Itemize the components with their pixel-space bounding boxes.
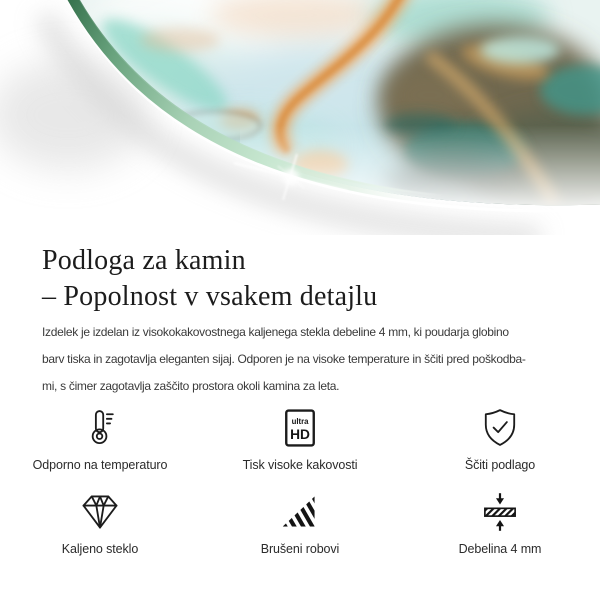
ultra-hd-icon [278, 406, 322, 450]
product-photo [0, 0, 600, 235]
product-description [42, 319, 558, 400]
feature-label: Ščiti podlago [464, 458, 536, 472]
description-line: barv tiska in zagotavlja eleganten sijaj. Odporen je na visoke temperature in ščiti pred poškodba- [42, 352, 526, 366]
thickness-icon [478, 490, 522, 534]
svg-text:HD: HD [290, 427, 310, 442]
brushed-edges-icon [278, 490, 322, 534]
svg-text:ultra: ultra [291, 416, 309, 426]
feature-polished-edges [200, 490, 400, 556]
feature-label: Brušeni robovi [260, 542, 340, 556]
feature-label: Tisk visoke kakovosti [242, 458, 358, 472]
feature-thickness [400, 490, 600, 556]
page-title [42, 243, 558, 315]
feature-print-quality [200, 406, 400, 472]
shield-check-icon [478, 406, 522, 450]
feature-temperature-resistant [0, 406, 200, 472]
thermometer-icon [78, 406, 122, 450]
feature-label: Odporno na temperaturo [32, 458, 168, 472]
product-hero [0, 0, 600, 235]
features-grid [0, 406, 600, 556]
description-line: mi, s čimer zagotavlja zaščito prostora okoli kamina za leta. [42, 379, 340, 393]
title-line-1: Podloga za kamin [42, 245, 246, 276]
feature-label: Debelina 4 mm [458, 542, 542, 556]
feature-tempered-glass [0, 490, 200, 556]
diamond-icon [78, 490, 122, 534]
feature-protects-surface [400, 406, 600, 472]
title-line-2: – Popolnost v vsakem detajlu [42, 281, 378, 312]
feature-label: Kaljeno steklo [61, 542, 139, 556]
product-intro-section [0, 243, 600, 400]
description-line: Izdelek je izdelan iz visokokakovostnega kaljenega stekla debeline 4 mm, ki poudarja globino [42, 325, 509, 339]
